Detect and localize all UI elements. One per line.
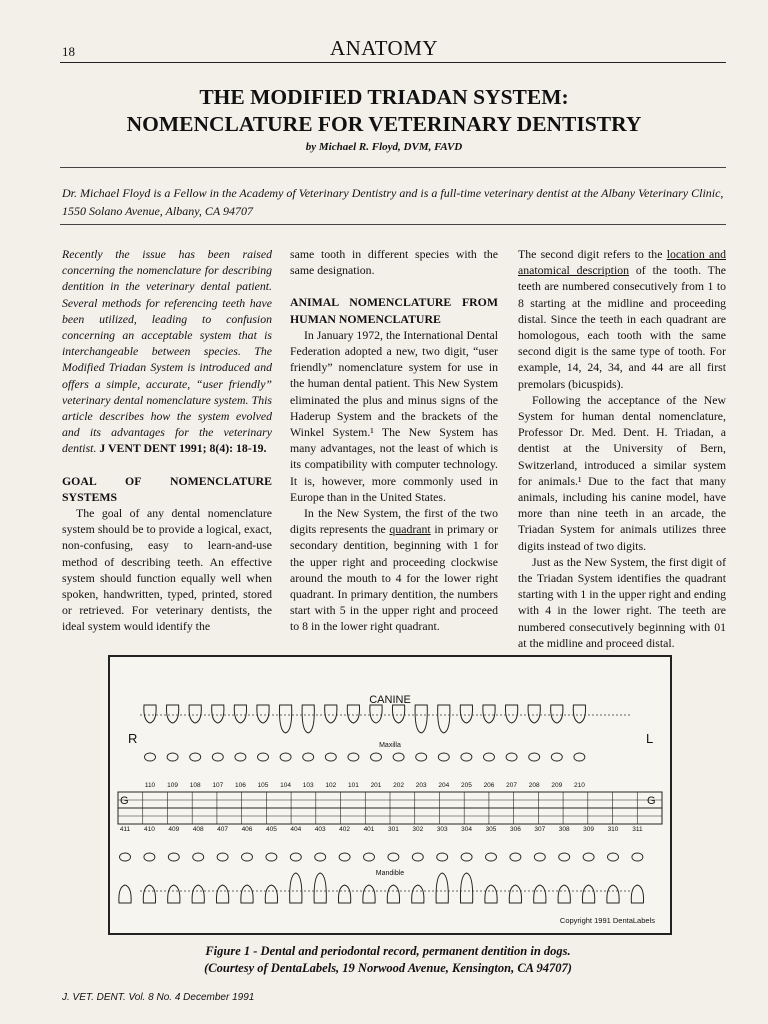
lower-tooth-number: 410 <box>143 826 155 833</box>
lower-tooth-number: 305 <box>485 826 497 833</box>
lower-tooth-number: 306 <box>509 826 521 833</box>
lower-tooth-occlusal <box>364 853 375 861</box>
lower-tooth-number: 409 <box>168 826 180 833</box>
location-term: location and anatomical description <box>518 247 727 278</box>
byline: by Michael R. Floyd, DVM, FAVD <box>305 141 463 153</box>
lower-tooth-lateral <box>168 885 180 903</box>
lower-tooth-lateral <box>558 885 570 903</box>
upper-tooth-number: 102 <box>325 782 337 789</box>
upper-tooth-lateral <box>257 705 269 723</box>
upper-tooth-occlusal <box>167 753 178 761</box>
lower-occlusal-teeth <box>120 853 643 861</box>
upper-tooth-number: 106 <box>234 782 246 789</box>
upper-tooth-lateral <box>483 705 495 723</box>
upper-tooth-number: 104 <box>280 782 292 789</box>
lower-tooth-number: 301 <box>387 826 399 833</box>
lower-tooth-number: 402 <box>339 826 351 833</box>
gum-label-upper-left: G <box>120 795 129 807</box>
quadrant-text-before: In the New System, the first of the two digits represents the <box>290 506 498 537</box>
lower-tooth-lateral <box>436 873 448 903</box>
lower-tooth-number: 408 <box>192 826 204 833</box>
lower-tooth-occlusal <box>290 853 301 861</box>
author-note-rule <box>60 224 726 225</box>
lower-tooth-lateral <box>607 885 619 903</box>
lower-tooth-lateral <box>290 873 302 903</box>
upper-tooth-lateral <box>415 705 427 733</box>
left-side-label: L <box>646 731 654 746</box>
author-note: Dr. Michael Floyd is a Fellow in the Academy of Veterinary Dentistry and is a full-time veterinary dentist at the Albany Veterinary Clinic, 1550 Solano Avenue, Albany, CA 94707 <box>62 186 724 218</box>
lower-tooth-occlusal <box>266 853 277 861</box>
upper-tooth-number: 204 <box>438 782 450 789</box>
lower-tooth-occlusal <box>315 853 326 861</box>
upper-tooth-number: 210 <box>573 782 585 789</box>
lower-tooth-number: 307 <box>534 826 546 833</box>
byline-rule <box>60 167 726 168</box>
journal-citation: J VENT DENT 1991; 8(4): 18-19. <box>99 441 267 456</box>
figure-title: CANINE <box>369 694 411 706</box>
upper-occlusal-teeth <box>145 753 585 761</box>
column-3 <box>518 246 726 651</box>
upper-tooth-occlusal <box>484 753 495 761</box>
quadrant-text-after: in primary or secondary dentition, beginning with 1 for the upper right and proceeding clockwise around the mouth to 4 for the lower right quadrant. In primary dentition, the numbers start with 5 in the upper right and proceed to 8 in the lower right quadrant. <box>290 522 499 634</box>
lower-tooth-number: 411 <box>119 826 131 833</box>
upper-tooth-lateral <box>392 705 404 723</box>
lower-tooth-occlusal <box>193 853 204 861</box>
upper-lateral-teeth <box>144 705 586 733</box>
lower-tooth-occlusal <box>339 853 350 861</box>
lower-tooth-numbers <box>120 826 643 833</box>
second-digit-text-before: The second digit refers to the <box>518 247 663 261</box>
header-rule <box>60 62 726 63</box>
upper-tooth-number: 109 <box>167 782 179 789</box>
upper-tooth-occlusal <box>235 753 246 761</box>
lower-tooth-lateral <box>631 885 643 903</box>
lower-tooth-occlusal <box>559 853 570 861</box>
heading-goal: GOAL OF NOMENCLATURE SYSTEMS <box>62 473 272 504</box>
lower-tooth-lateral <box>265 885 277 903</box>
upper-tooth-lateral <box>279 705 291 733</box>
upper-tooth-number: 107 <box>212 782 224 789</box>
upper-tooth-number: 101 <box>347 782 359 789</box>
title-line-2: NOMENCLATURE FOR VETERINARY DENTISTRY <box>126 112 642 136</box>
upper-tooth-occlusal <box>145 753 156 761</box>
upper-tooth-occlusal <box>438 753 449 761</box>
upper-tooth-number: 110 <box>144 782 156 789</box>
lower-tooth-occlusal <box>632 853 643 861</box>
upper-tooth-occlusal <box>551 753 562 761</box>
upper-tooth-lateral <box>573 705 585 723</box>
lower-tooth-lateral <box>534 885 546 903</box>
figure-copyright: Copyright 1991 DentaLabels <box>559 916 655 925</box>
lower-tooth-number: 302 <box>412 826 424 833</box>
lower-tooth-occlusal <box>608 853 619 861</box>
lower-tooth-number: 308 <box>558 826 570 833</box>
lower-tooth-occlusal <box>486 853 497 861</box>
lower-tooth-occlusal <box>461 853 472 861</box>
lower-tooth-number: 406 <box>241 826 253 833</box>
lower-tooth-occlusal <box>510 853 521 861</box>
upper-tooth-lateral <box>234 705 246 723</box>
lower-tooth-lateral <box>460 873 472 903</box>
upper-tooth-numbers <box>145 782 585 789</box>
lower-tooth-lateral <box>338 885 350 903</box>
lower-tooth-lateral <box>119 885 131 903</box>
upper-tooth-lateral <box>347 705 359 723</box>
lower-tooth-occlusal <box>437 853 448 861</box>
lower-tooth-lateral <box>509 885 521 903</box>
heading-animal-nomenclature: ANIMAL NOMENCLATURE FROM HUMAN NOMENCLATURE <box>290 295 498 326</box>
upper-tooth-number: 108 <box>189 782 201 789</box>
lower-tooth-number: 304 <box>461 826 473 833</box>
lower-tooth-number: 403 <box>314 826 326 833</box>
upper-tooth-occlusal <box>506 753 517 761</box>
upper-tooth-occlusal <box>461 753 472 761</box>
upper-tooth-number: 201 <box>370 782 382 789</box>
upper-tooth-occlusal <box>280 753 291 761</box>
upper-tooth-occlusal <box>529 753 540 761</box>
upper-tooth-lateral <box>505 705 517 723</box>
abstract-text: Recently the issue has been raised concerning the nomenclature for describing dentition in the veterinary dental patient. Several methods for referencing teeth have been utilized, leading to confusion concerning an acceptable system that is interchangeable between species. The Modified Triadan System is introduced and offers a simple, accurate, “user friendly” veterinary dental nomenclature system. This article describes how the system evolved and its advantages for the veterinary dentist. <box>62 247 272 456</box>
upper-tooth-lateral <box>370 705 382 723</box>
upper-tooth-occlusal <box>393 753 404 761</box>
upper-tooth-number: 103 <box>302 782 314 789</box>
lower-tooth-lateral <box>485 885 497 903</box>
figure-caption <box>108 943 668 977</box>
lower-tooth-number: 401 <box>363 826 375 833</box>
page-number: 18 <box>62 44 75 59</box>
lower-tooth-occlusal <box>388 853 399 861</box>
upper-tooth-occlusal <box>258 753 269 761</box>
article-title <box>40 84 728 138</box>
lower-tooth-number: 303 <box>436 826 448 833</box>
upper-tooth-occlusal <box>303 753 314 761</box>
upper-tooth-occlusal <box>371 753 382 761</box>
abstract <box>62 246 272 457</box>
upper-tooth-number: 209 <box>551 782 563 789</box>
lower-tooth-lateral <box>363 885 375 903</box>
lower-gingival-grid <box>118 808 662 824</box>
upper-tooth-lateral <box>212 705 224 723</box>
paragraph-second-digit <box>518 246 726 392</box>
lower-tooth-occlusal <box>168 853 179 861</box>
upper-tooth-number: 207 <box>506 782 518 789</box>
paragraph-triadan: Following the acceptance of the New System for human dental nomenclature, Professor Dr. Med. Dent. H. Triadan, a dentist at the University of Bern, Switzerland, introduced a similar system for animals.¹ Due to the fact that many animals, including his canine model, have more than nine teeth in an arcade, the Triadan System for animals utilizes three digits instead of two digits. <box>518 392 726 553</box>
paragraph-goal: The goal of any dental nomenclature system should be to provide a logical, exact, non-confusing, easy to learn-and-use method of describing teeth. An effective system should function equally well when spoken, handwritten, typed, printed, stored or retrieved. For veterinary dentists, the ideal system would identify the <box>62 506 272 634</box>
upper-gingival-grid <box>118 792 662 808</box>
lower-tooth-occlusal <box>412 853 423 861</box>
lower-tooth-number: 310 <box>607 826 619 833</box>
upper-tooth-lateral <box>166 705 178 723</box>
lower-tooth-occlusal <box>144 853 155 861</box>
column-2 <box>290 246 498 635</box>
upper-tooth-occlusal <box>416 753 427 761</box>
dental-chart-svg <box>110 657 670 933</box>
lower-tooth-lateral <box>216 885 228 903</box>
lower-tooth-occlusal <box>534 853 545 861</box>
gum-label-upper-right: G <box>647 795 656 807</box>
lower-tooth-occlusal <box>120 853 131 861</box>
paragraph-quadrant <box>290 505 498 635</box>
paragraph-first-digit: Just as the New System, the first digit of the Triadan System identifies the quadrant starting with 1 in the upper right and ending with 4 in the lower right. The teeth are numbered consecutively beginning with 01 at the midline and proceed distal. <box>518 554 726 650</box>
upper-tooth-lateral <box>460 705 472 723</box>
upper-tooth-lateral <box>438 705 450 733</box>
upper-tooth-lateral <box>302 705 314 733</box>
upper-tooth-lateral <box>189 705 201 723</box>
title-line-1: THE MODIFIED TRIADAN SYSTEM: <box>199 85 569 109</box>
section-title: ANATOMY <box>329 36 439 60</box>
second-digit-text-after: of the tooth. The teeth are numbered consecutively from 1 to 8 starting at the midline and proceeding distal. Since the teeth in each quadrant are homologous, each tooth with the same second digit is the same type of tooth. For example, 14, 24, 34, and 44 are all first premolars (bicuspids). <box>518 263 727 391</box>
upper-tooth-lateral <box>144 705 156 723</box>
lower-tooth-lateral <box>412 885 424 903</box>
lower-tooth-lateral <box>387 885 399 903</box>
continuation-text: same tooth in different species with the same designation. <box>290 247 498 278</box>
lower-lateral-teeth <box>119 873 644 903</box>
dental-chart-figure <box>108 655 672 935</box>
lower-tooth-number: 407 <box>217 826 229 833</box>
journal-footer: J. VET. DENT. Vol. 8 No. 4 December 1991 <box>62 992 255 1003</box>
upper-tooth-number: 205 <box>460 782 472 789</box>
upper-tooth-number: 203 <box>415 782 427 789</box>
lower-tooth-number: 311 <box>632 826 643 833</box>
lower-tooth-lateral <box>582 885 594 903</box>
mandible-label: Mandible <box>375 870 405 877</box>
upper-tooth-lateral <box>528 705 540 723</box>
lower-tooth-number: 404 <box>290 826 302 833</box>
lower-tooth-occlusal <box>217 853 228 861</box>
maxilla-label: Maxilla <box>379 742 401 749</box>
lower-tooth-lateral <box>192 885 204 903</box>
lower-tooth-occlusal <box>583 853 594 861</box>
upper-tooth-occlusal <box>348 753 359 761</box>
upper-tooth-occlusal <box>212 753 223 761</box>
upper-tooth-lateral <box>551 705 563 723</box>
lower-tooth-number: 405 <box>265 826 277 833</box>
upper-tooth-occlusal <box>325 753 336 761</box>
upper-tooth-lateral <box>325 705 337 723</box>
upper-tooth-number: 202 <box>393 782 405 789</box>
lower-tooth-lateral <box>143 885 155 903</box>
quadrant-term: quadrant <box>389 522 431 537</box>
lower-tooth-lateral <box>241 885 253 903</box>
right-side-label: R <box>128 731 138 746</box>
upper-tooth-number: 105 <box>257 782 269 789</box>
upper-tooth-number: 206 <box>483 782 495 789</box>
upper-tooth-number: 208 <box>528 782 540 789</box>
paragraph-1972: In January 1972, the International Dental Federation adopted a new, two digit, “user friendly” nomenclature system for use in the human dental patient. This New System eliminated the plus and minus signs of the Haderup System and the brackets of the Winkel System.¹ The New System has many advantages, not the least of which is its compatibility with computer technology. It is, however, more commonly used in Europe than in the United States. <box>290 327 498 504</box>
lower-tooth-lateral <box>314 873 326 903</box>
upper-tooth-occlusal <box>190 753 201 761</box>
column-1 <box>62 246 272 635</box>
upper-tooth-occlusal <box>574 753 585 761</box>
caption-line-1: Figure 1 - Dental and periodontal record, permanent dentition in dogs. <box>205 944 571 958</box>
lower-tooth-occlusal <box>242 853 253 861</box>
caption-line-2: (Courtesy of DentaLabels, 19 Norwood Avenue, Kensington, CA 94707) <box>204 961 572 975</box>
lower-tooth-number: 309 <box>583 826 595 833</box>
